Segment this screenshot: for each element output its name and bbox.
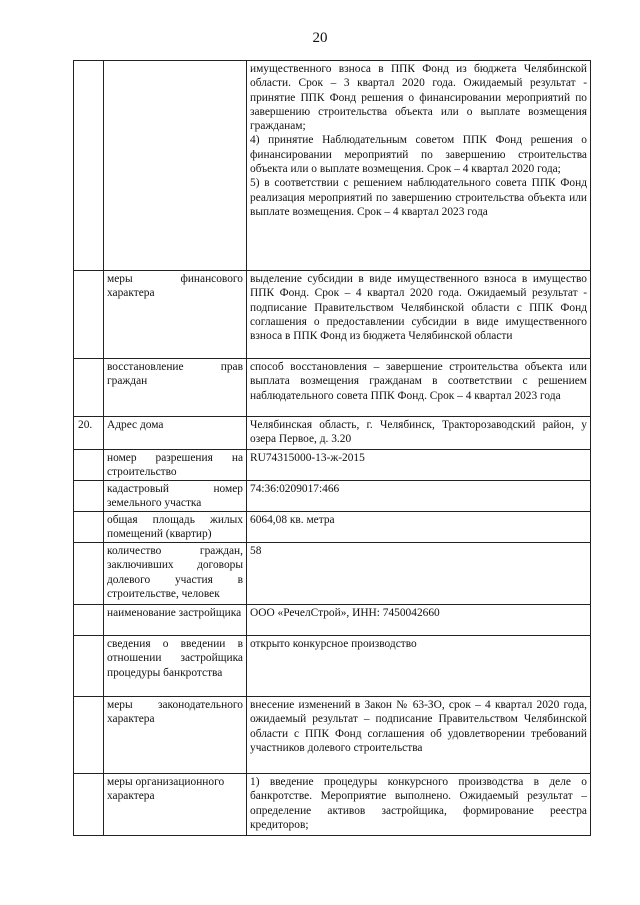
table-row	[74, 61, 591, 271]
label-cell: меры финансового характера	[104, 271, 247, 359]
label-cell: наименование застройщика	[104, 605, 247, 636]
number-cell	[74, 636, 104, 697]
table-row	[74, 512, 591, 543]
value-cell: 74:36:0209017:466	[247, 481, 591, 512]
table-row	[74, 271, 591, 359]
number-cell	[74, 481, 104, 512]
value-cell: RU74315000-13-ж-2015	[247, 450, 591, 481]
table-row	[74, 774, 591, 836]
measures-table	[73, 60, 591, 836]
label-cell	[104, 61, 247, 271]
number-cell	[74, 512, 104, 543]
page-number: 20	[312, 30, 328, 46]
number-cell	[74, 359, 104, 417]
label-cell: общая площадь жилых помещений (квартир)	[104, 512, 247, 543]
table-row	[74, 481, 591, 512]
label-cell: количество граждан, заключивших договоры долевого участия в строительстве, человек	[104, 543, 247, 605]
value-cell	[247, 61, 591, 271]
number-cell	[74, 450, 104, 481]
label-cell: сведения о введении в отношении застройщика процедуры банкротства	[104, 636, 247, 697]
table-row	[74, 417, 591, 450]
value-cell: ООО «РечелСтрой», ИНН: 7450042660	[247, 605, 591, 636]
table-row	[74, 450, 591, 481]
label-cell: номер разрешения на строительство	[104, 450, 247, 481]
value-cell: Челябинская область, г. Челябинск, Тракторозаводский район, у озера Первое, д. 3.20	[247, 417, 591, 450]
table-row	[74, 697, 591, 774]
value-cell: 1) введение процедуры конкурсного производства в деле о банкротстве. Мероприятие выполнено. Ожидаемый результат – определение активов застройщика, формирование реестра кредиторов;	[247, 774, 591, 836]
number-cell	[74, 61, 104, 271]
table-row	[74, 359, 591, 417]
value-cell: способ восстановления – завершение строительства объекта или выплата возмещения гражданам в соответствии с решением наблюдательного совета ППК Фонд. Срок – 4 квартал 2023 года	[247, 359, 591, 417]
value-cell: внесение изменений в Закон № 63-ЗО, срок – 4 квартал 2020 года, ожидаемый результат – подписание Правительством Челябинской области с ППК Фонд соглашения об удовлетворении требований участников долевого строительства	[247, 697, 591, 774]
number-cell	[74, 605, 104, 636]
number-cell	[74, 271, 104, 359]
value-cell: 58	[247, 543, 591, 605]
table-row	[74, 636, 591, 697]
label-cell: меры законодательного характера	[104, 697, 247, 774]
number-cell	[74, 774, 104, 836]
number-cell	[74, 543, 104, 605]
number-cell	[74, 697, 104, 774]
measures-paragraph: имущественного взноса в ППК Фонд из бюджета Челябинской области. Срок – 3 квартал 2020 года. Ожидаемый результат - принятие ППК Фонд решения о финансировании мероприятий по завершению строительства объекта или о выплате возмещения гражданам;	[250, 63, 587, 133]
label-cell: меры организационного характера	[104, 774, 247, 836]
label-cell: Адрес дома	[104, 417, 247, 450]
value-cell: открыто конкурсное производство	[247, 636, 591, 697]
value-cell: выделение субсидии в виде имущественного взноса в имущество ППК Фонд. Срок – 4 квартал 2020 года. Ожидаемый результат - подписание Правительством Челябинской области с ППК Фонд соглашения о предоставлении субсидии в виде имущественного взноса в ППК Фонд из бюджета Челябинской области	[247, 271, 591, 359]
entry-number: 20.	[74, 417, 104, 450]
value-cell: 6064,08 кв. метра	[247, 512, 591, 543]
table-row	[74, 543, 591, 605]
label-cell: восстановление прав граждан	[104, 359, 247, 417]
table-row	[74, 605, 591, 636]
measures-paragraph: 5) в соответствии с решением наблюдательного совета ППК Фонд реализация мероприятий по завершению строительства объекта или выплате возмещения. Срок – 4 квартал 2023 года	[250, 177, 587, 218]
label-cell: кадастровый номер земельного участка	[104, 481, 247, 512]
measures-paragraph: 4) принятие Наблюдательным советом ППК Фонд решения о финансировании мероприятий по завершению строительства объекта или о выплате возмещения. Срок – 4 квартал 2020 года;	[250, 134, 587, 176]
